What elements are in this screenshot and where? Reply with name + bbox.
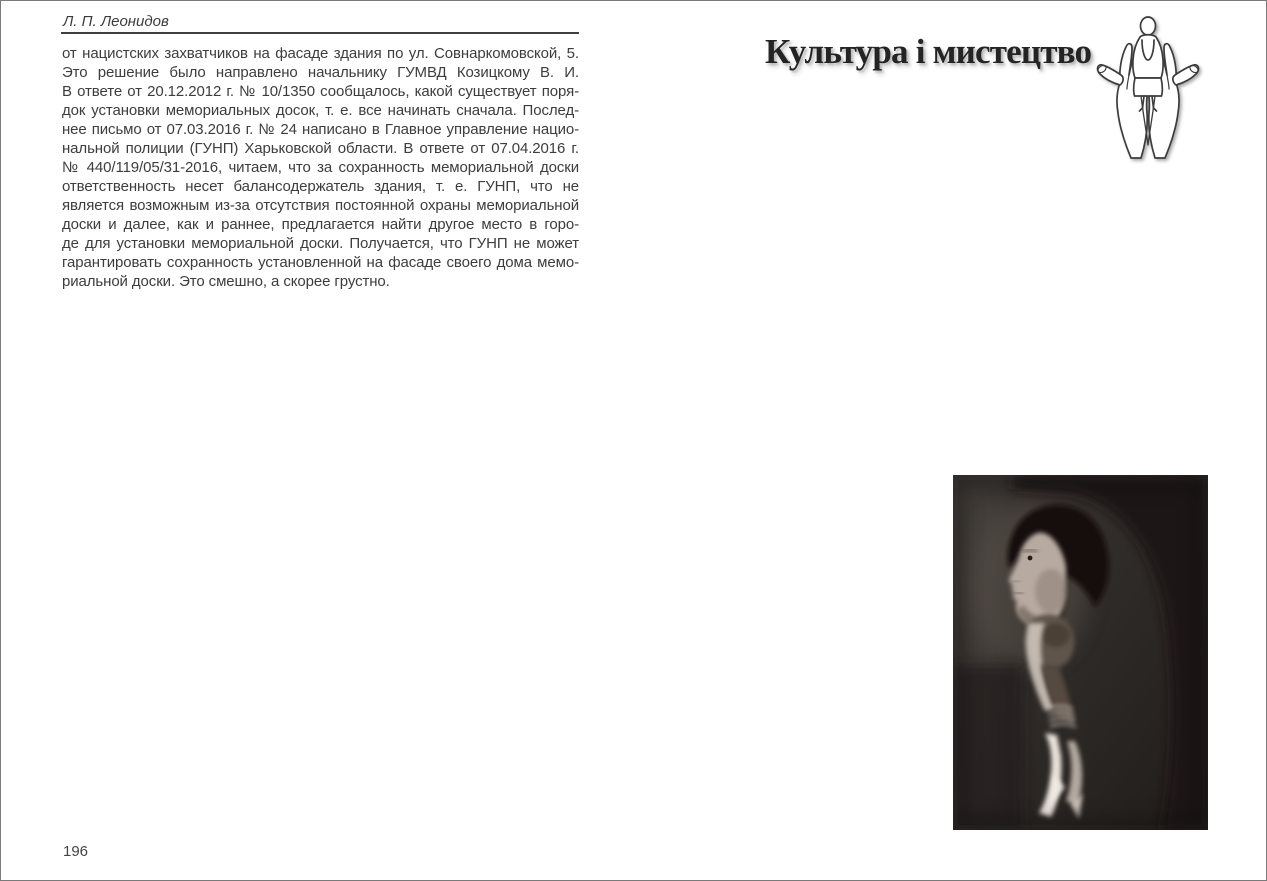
paragraph-line: де для установки мемориальной доски. Получается, что ГУНП не может — [62, 235, 579, 252]
paragraph-line: док установки мемориальных досок, т. е. все начинать сначала. Послед- — [62, 102, 579, 119]
paragraph-line: доски и далее, как и раннее, предлагается найти другое место в горо- — [62, 216, 579, 233]
paragraph-line: В ответе от 20.12.2012 г. № 10/1350 сообщалось, какой существует поря- — [62, 83, 579, 100]
paragraph-line: нее письмо от 07.03.2016 г. № 24 написано в Главное управление нацио- — [62, 121, 579, 138]
paragraph-line: от нацистских захватчиков на фасаде здания по ул. Совнаркомовской, 5. — [62, 45, 579, 62]
woman-profile-portrait-photo — [953, 475, 1208, 830]
body-paragraph — [62, 44, 579, 291]
header-rule — [61, 32, 579, 34]
section-title: Культура і мистецтво — [765, 32, 1092, 71]
running-header: Л. П. Леонидов — [63, 13, 169, 30]
paragraph-line: ответственность несет балансодержатель здания, т. е. ГУНП, что не — [62, 178, 579, 195]
paragraph-line: гарантировать сохранность установленной на фасаде своего дома мемо- — [62, 254, 579, 271]
hands-cradling-figure-icon — [1085, 9, 1211, 159]
paragraph-line: нальной полиции (ГУНП) Харьковской области. В ответе от 07.04.2016 г. — [62, 140, 579, 157]
paragraph-line: является возможным из-за отсутствия постоянной охраны мемориальной — [62, 197, 579, 214]
page-number: 196 — [63, 843, 89, 860]
paragraph-line: № 440/119/05/31-2016, читаем, что за сохранность мемориальной доски — [62, 159, 579, 176]
paragraph-line: риальной доски. Это смешно, а скорее грустно. — [62, 273, 390, 290]
paragraph-line: Это решение было направлено начальнику ГУМВД Козицкому В. И. — [62, 64, 579, 81]
